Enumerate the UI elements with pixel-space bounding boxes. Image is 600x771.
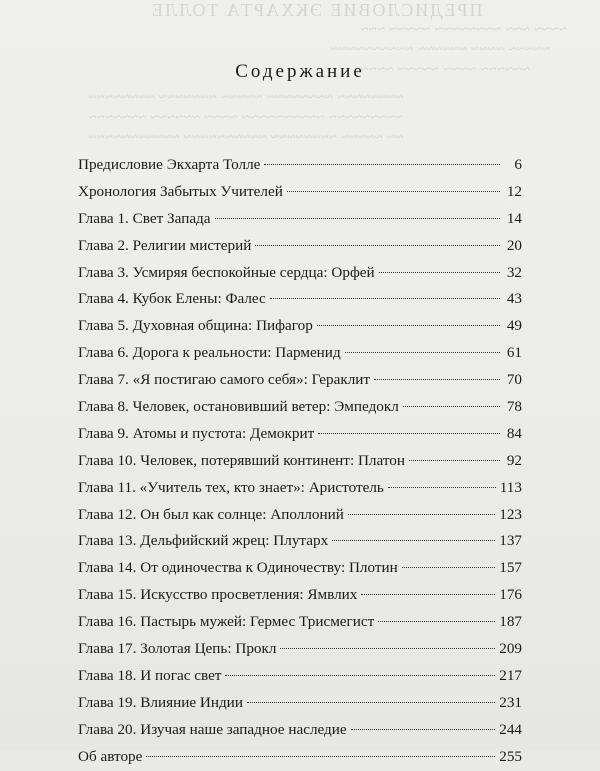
dot-leader (264, 164, 500, 165)
toc-entry (78, 528, 522, 555)
dot-leader (351, 729, 496, 730)
show-through-text: ~~~~ ~~~ ~~~~~~~~ ~~~~~ ~~~ (360, 22, 568, 38)
toc-entry (78, 233, 522, 260)
dot-leader (318, 433, 500, 434)
dot-leader (379, 272, 500, 273)
dot-leader (255, 245, 500, 246)
toc-entry (78, 421, 522, 448)
toc-entry-title: Глава 9. Атомы и пустота: Демокрит (78, 424, 315, 442)
toc-entry-page-number: 176 (499, 586, 522, 604)
toc-entry-title: Глава 1. Свет Запада (78, 209, 211, 227)
toc-entry-title: Глава 19. Влияние Индии (78, 693, 243, 711)
show-through-text: ~~~~~~ ~~~~ ~~~~~ ~~~~ (360, 62, 530, 78)
toc-entry-page-number: 244 (499, 720, 522, 738)
toc-entry-title: Об авторе (78, 747, 143, 765)
toc-entry-page-number: 20 (506, 236, 522, 254)
show-through-text: ~~~~~~~~~ ~~~~~~~~~~ ~~~~ ~~~~~~ ~~~~~~~ (88, 110, 404, 126)
dot-leader (348, 514, 495, 515)
toc-entry-page-number: 78 (506, 398, 522, 416)
toc-entry-title: Глава 3. Усмиряя беспокойные сердца: Орфей (78, 263, 375, 281)
toc-entry-page-number: 137 (499, 532, 522, 550)
dot-leader (378, 621, 495, 622)
toc-entry-title: Глава 14. От одиночества к Одиночеству: Плотин (78, 559, 398, 577)
toc-entry (78, 448, 522, 475)
toc-entry (78, 367, 522, 394)
toc-entry (78, 475, 522, 502)
show-through-text: ПРЕДИСЛОВИЕ ЭКХАРТА ТОЛЛЕ (150, 0, 483, 20)
toc-entry-page-number: 209 (499, 640, 522, 658)
toc-entry-title: Глава 13. Дельфийский жрец: Плутарх (78, 532, 329, 550)
toc-entry-title: Глава 11. «Учитель тех, кто знает»: Аристотель (78, 478, 384, 496)
toc-entry-title: Глава 17. Золотая Цепь: Прокл (78, 640, 277, 658)
dot-leader (409, 460, 500, 461)
dot-leader (280, 648, 495, 649)
toc-entry (78, 717, 522, 744)
toc-entry-title: Глава 6. Дорога к реальности: Парменид (78, 344, 341, 362)
dot-leader (225, 675, 495, 676)
toc-entry (78, 582, 522, 609)
dot-leader (146, 756, 495, 757)
dot-leader (388, 487, 496, 488)
toc-entry-title: Глава 2. Религии мистерий (78, 236, 252, 254)
toc-entry-page-number: 157 (499, 559, 522, 577)
dot-leader (361, 594, 495, 595)
toc-entry-page-number: 32 (506, 263, 522, 281)
page-title: Содержание (235, 60, 365, 82)
toc-entry-page-number: 70 (506, 371, 522, 389)
toc-entry-title: Предисловие Экхарта Толле (78, 156, 261, 173)
dot-leader (215, 218, 500, 219)
show-through-text: ~~~~~ ~~~~ ~~~~~~ ~~~~~~~~~~ (330, 42, 550, 58)
dot-leader (247, 702, 495, 703)
table-of-contents (78, 152, 522, 770)
toc-entry (78, 313, 522, 340)
toc-entry (78, 636, 522, 663)
toc-entry (78, 286, 522, 313)
toc-entry-page-number: 43 (506, 290, 522, 308)
toc-entry (78, 206, 522, 233)
toc-entry-page-number: 113 (499, 478, 522, 496)
toc-entry (78, 744, 522, 771)
toc-entry-title: Глава 10. Человек, потерявший континент: Платон (78, 451, 406, 469)
toc-entry-title: Глава 7. «Я постигаю самого себя»: Гераклит (78, 371, 371, 389)
toc-entry (78, 690, 522, 717)
toc-entry-title: Глава 4. Кубок Елены: Фалес (78, 290, 266, 308)
toc-entry-page-number: 123 (499, 505, 522, 523)
toc-entry (78, 609, 522, 636)
toc-entry-page-number: 217 (499, 666, 522, 684)
toc-entry (78, 260, 522, 287)
toc-entry-page-number: 12 (506, 182, 522, 200)
dot-leader (403, 406, 500, 407)
dot-leader (402, 567, 495, 568)
toc-entry-page-number: 61 (506, 344, 522, 362)
toc-entry (78, 152, 522, 179)
toc-entry-page-number: 84 (506, 424, 522, 442)
dot-leader (332, 540, 495, 541)
dot-leader (287, 191, 500, 192)
toc-entry-page-number: 92 (506, 451, 522, 469)
dot-leader (345, 352, 500, 353)
toc-entry-page-number: 6 (514, 156, 522, 173)
dot-leader (317, 325, 500, 326)
toc-entry-title: Глава 18. И погас свет (78, 666, 222, 684)
toc-entry-page-number: 14 (506, 209, 522, 227)
toc-entry-page-number: 231 (499, 693, 522, 711)
toc-entry (78, 179, 522, 206)
toc-entry (78, 555, 522, 582)
toc-entry (78, 394, 522, 421)
toc-entry-page-number: 255 (499, 747, 522, 765)
show-through-text: ~~~~~~~~ ~~~~~~~~ ~~~~~ ~~~~~~~ ~~~~~~~~ (88, 90, 404, 106)
toc-entry (78, 340, 522, 367)
show-through-text: ~~ ~~~~~ ~~~~~~~~ ~~~~~~~~~~ ~~~~~~~~~~~ (88, 130, 404, 146)
toc-entry-page-number: 49 (506, 317, 522, 335)
toc-entry (78, 502, 522, 529)
toc-entry (78, 663, 522, 690)
toc-entry-title: Глава 5. Духовная община: Пифагор (78, 317, 313, 335)
toc-entry-title: Глава 20. Изучая наше западное наследие (78, 720, 347, 738)
toc-entry-page-number: 187 (499, 613, 522, 631)
toc-entry-title: Глава 16. Пастырь мужей: Гермес Трисмегист (78, 613, 375, 631)
toc-entry-title: Хронология Забытых Учителей (78, 182, 283, 200)
dot-leader (374, 379, 500, 380)
toc-entry-title: Глава 8. Человек, остановивший ветер: Эмпедокл (78, 398, 399, 416)
toc-entry-title: Глава 15. Искусство просветления: Ямвлих (78, 586, 358, 604)
dot-leader (270, 298, 500, 299)
toc-entry-title: Глава 12. Он был как солнце: Аполлоний (78, 505, 344, 523)
